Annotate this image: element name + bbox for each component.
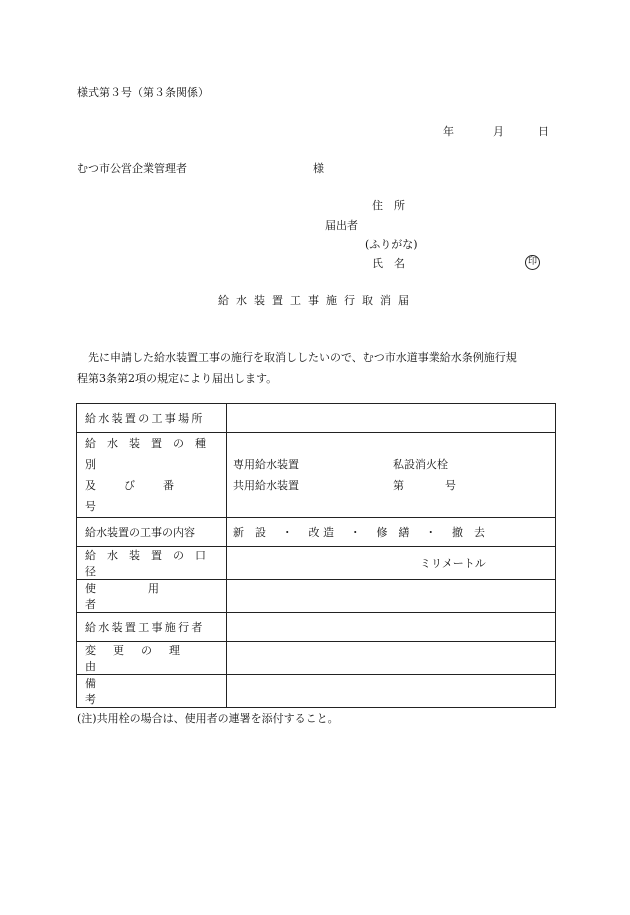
option-new[interactable]: 新 設 <box>233 526 266 539</box>
label-remarks <box>77 675 227 708</box>
form-table <box>76 403 556 708</box>
label-type-number <box>77 433 227 518</box>
date-year: 年 <box>443 125 454 138</box>
table-row <box>77 580 556 613</box>
label-work-content <box>77 518 227 547</box>
label-text: 給水装置の口径 <box>85 549 217 578</box>
value-work-location[interactable] <box>227 404 556 433</box>
date-month: 月 <box>493 125 504 138</box>
work-options <box>233 524 485 540</box>
footnote: (注)共用栓の場合は、使用者の連署を添付すること。 <box>77 712 339 725</box>
address-label: 住 所 <box>372 199 405 212</box>
document-title: 給水装置工事施行取消届 <box>218 294 416 307</box>
type-line-2 <box>233 475 555 496</box>
seal-mark: 印 <box>525 255 540 270</box>
table-row <box>77 433 556 518</box>
label-line <box>85 475 220 517</box>
label-text: 使用者 <box>85 582 211 611</box>
shared-supply-label: 共用給水装置 <box>233 479 299 492</box>
form-number: 様式第３号（第３条関係） <box>77 86 209 99</box>
value-remarks[interactable] <box>227 675 556 708</box>
label-text: 給水装置の種別 <box>85 437 217 471</box>
label-change-reason <box>77 642 227 675</box>
table-row <box>77 642 556 675</box>
value-change-reason[interactable] <box>227 642 556 675</box>
body-line-2: 程第3条第2項の規定により届出します。 <box>77 372 278 385</box>
table-row <box>77 547 556 580</box>
applicant-label: 届出者 <box>325 219 358 232</box>
label-text: 変更の理由 <box>85 644 197 673</box>
label-text: 給水装置の工事の内容 <box>85 526 195 539</box>
diameter-unit: ミリメートル <box>420 557 486 570</box>
label-work-location <box>77 404 227 433</box>
furigana-label: (ふりがな) <box>365 238 418 251</box>
body-line-1: 先に申請した給水装置工事の施行を取消ししたいので、むつ市水道事業給水条例施行規 <box>88 351 517 364</box>
label-text: 給水装置工事施行者 <box>85 621 205 634</box>
option-separator: ・ <box>349 526 361 539</box>
label-text: 備考 <box>85 677 206 706</box>
table-row <box>77 613 556 642</box>
option-remove[interactable]: 撤 去 <box>452 526 485 539</box>
table-row <box>77 404 556 433</box>
label-diameter <box>77 547 227 580</box>
value-work-content[interactable] <box>227 518 556 547</box>
number-prefix: 第 <box>393 479 404 492</box>
addressee-honorific: 様 <box>313 162 324 175</box>
label-line <box>85 433 220 475</box>
date-day: 日 <box>538 125 549 138</box>
table-row <box>77 518 556 547</box>
label-contractor <box>77 613 227 642</box>
type-line-1 <box>233 454 555 475</box>
private-hydrant-label: 私設消火栓 <box>393 458 448 471</box>
value-user[interactable] <box>227 580 556 613</box>
option-separator: ・ <box>425 526 437 539</box>
label-text: 及び番号 <box>85 479 202 513</box>
label-user <box>77 580 227 613</box>
table-row <box>77 675 556 708</box>
option-repair[interactable]: 修 繕 <box>376 526 410 539</box>
name-label: 氏 名 <box>372 257 405 270</box>
value-diameter[interactable] <box>227 547 556 580</box>
option-modify[interactable]: 改 造 <box>308 526 334 539</box>
option-separator: ・ <box>281 526 293 539</box>
value-type-number[interactable] <box>227 433 556 518</box>
value-contractor[interactable] <box>227 613 556 642</box>
number-suffix: 号 <box>445 479 456 492</box>
addressee-name: むつ市公営企業管理者 <box>77 162 187 175</box>
label-text: 給水装置の工事場所 <box>85 412 205 425</box>
private-supply-label: 専用給水装置 <box>233 458 299 471</box>
